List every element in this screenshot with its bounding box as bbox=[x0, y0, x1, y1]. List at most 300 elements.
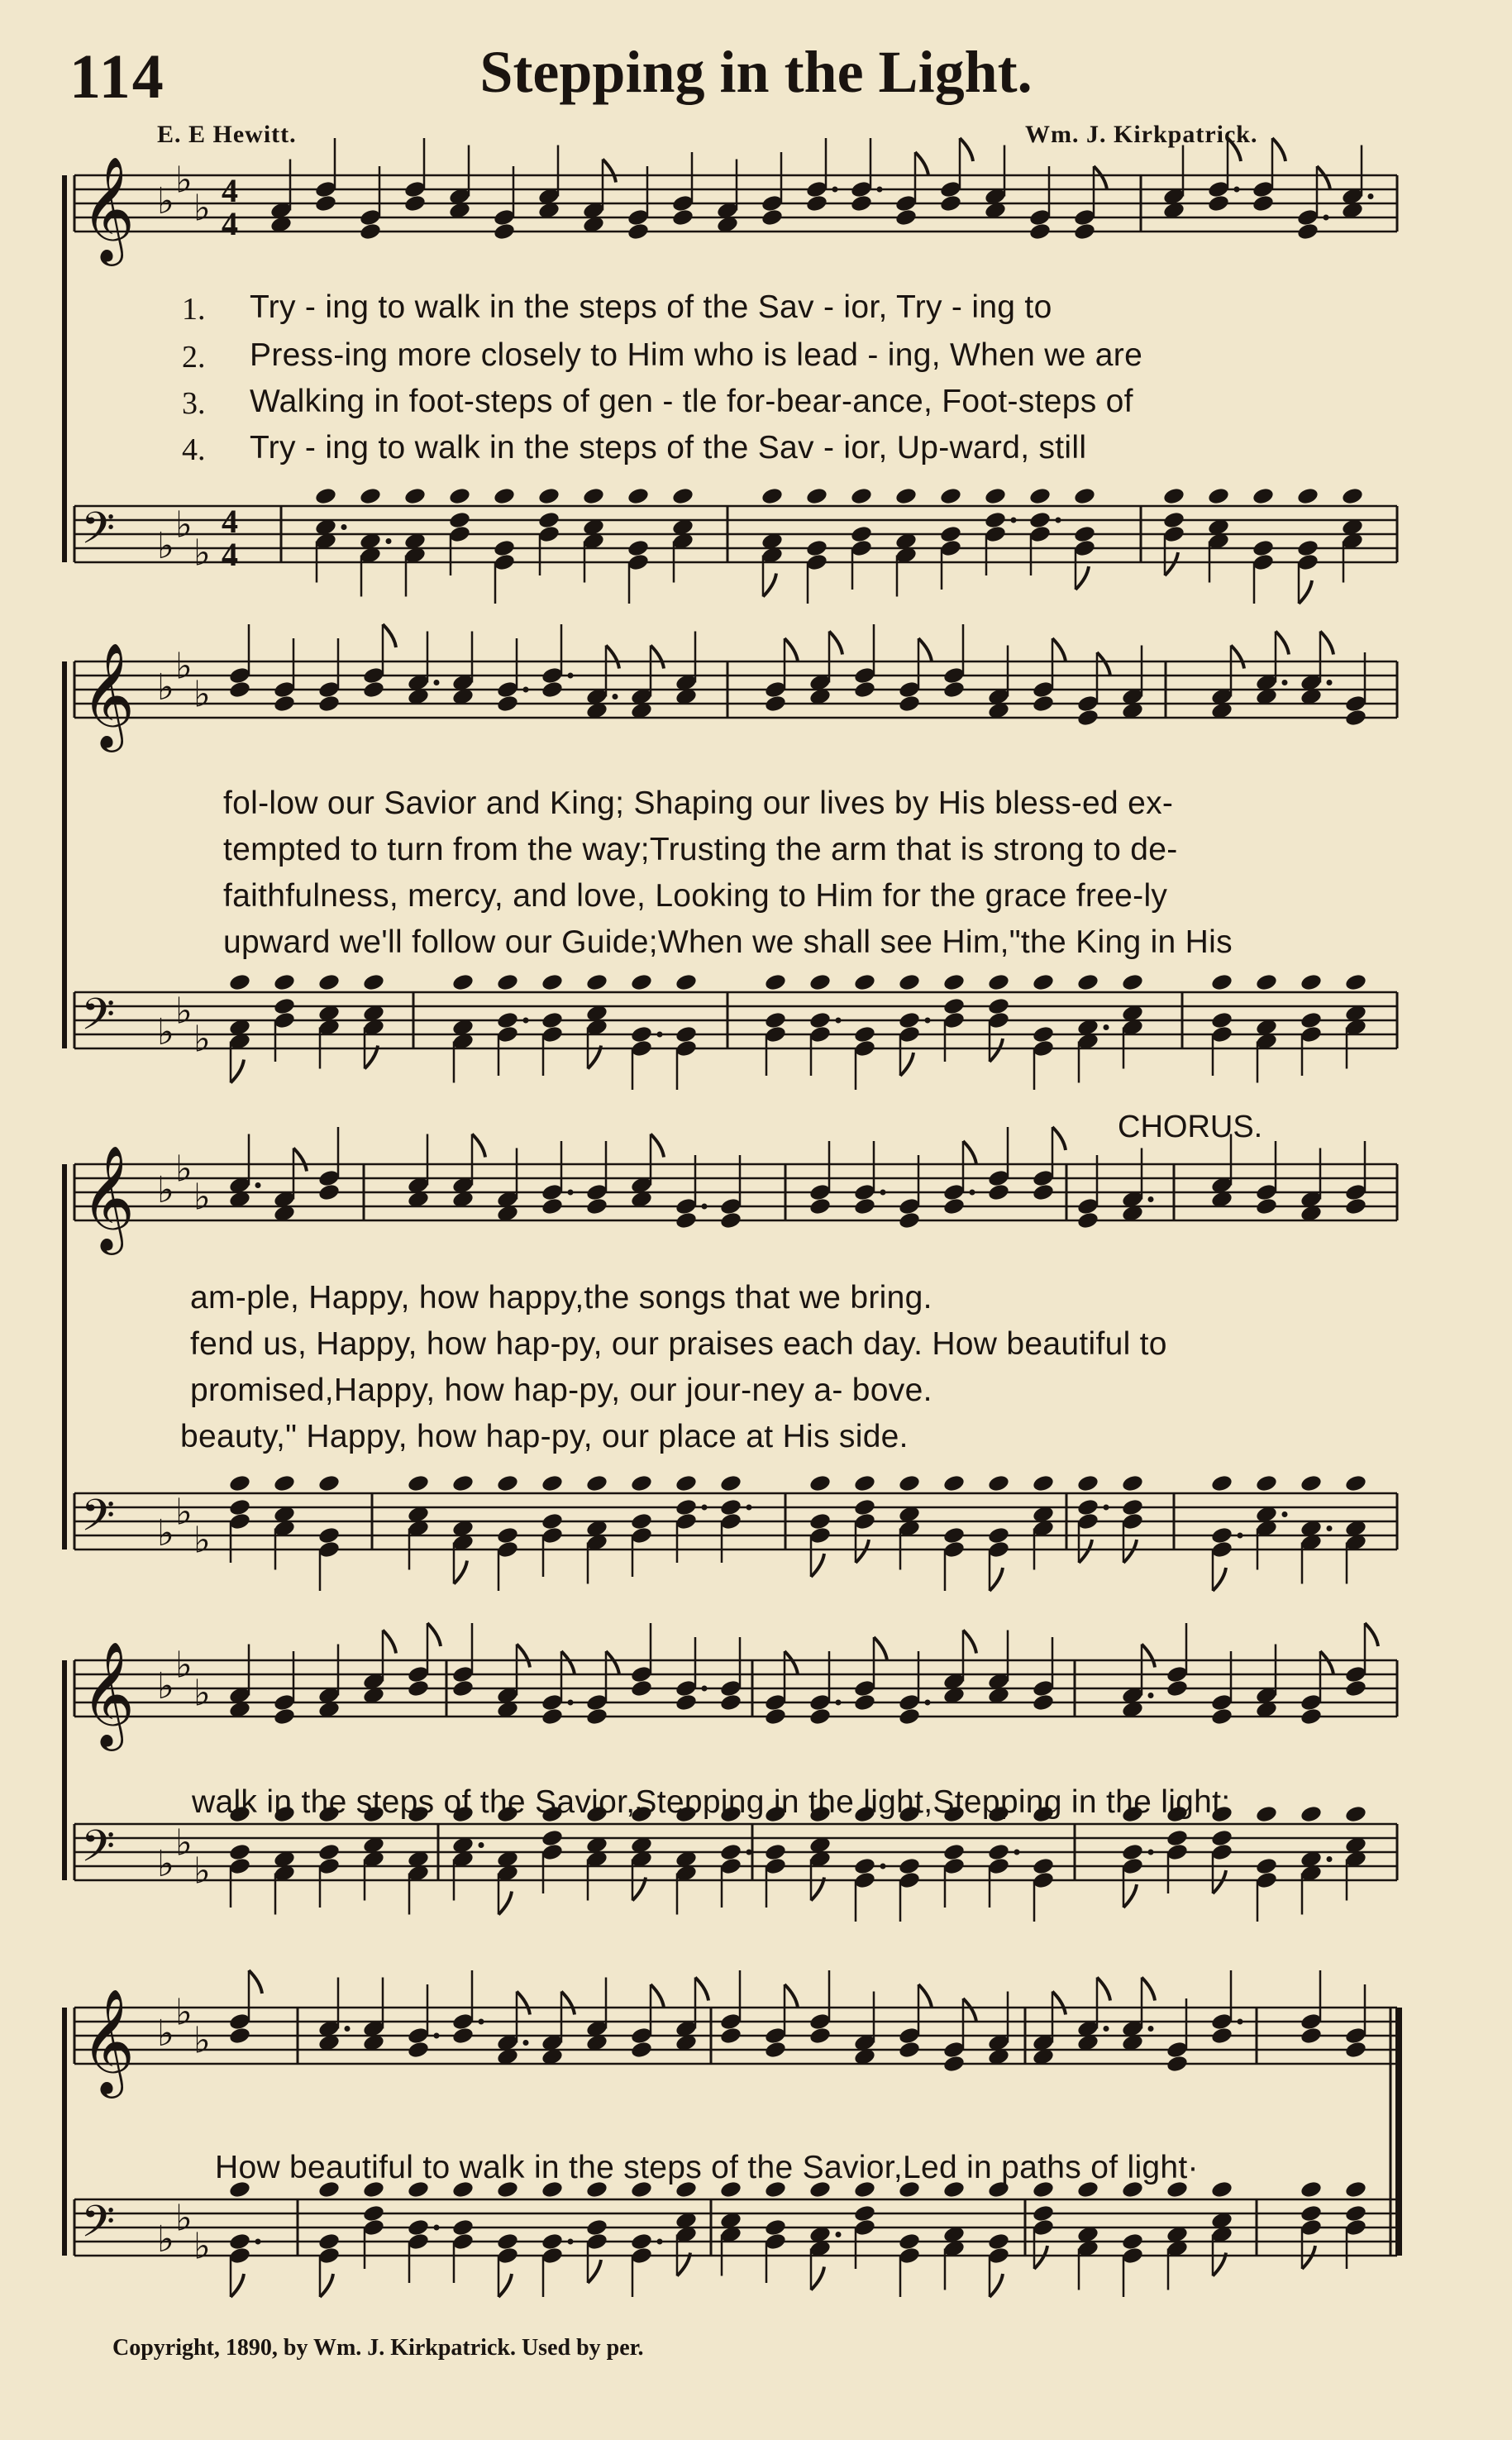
verse-number: 3. bbox=[182, 386, 206, 421]
verse-number: 4. bbox=[182, 432, 206, 467]
flat-sign: ♭ bbox=[193, 1176, 211, 1219]
note-head bbox=[541, 1511, 564, 1530]
note-head bbox=[761, 208, 784, 227]
flat-sign: ♭ bbox=[175, 645, 193, 688]
note-head bbox=[1344, 2180, 1367, 2199]
dot bbox=[832, 187, 838, 193]
note-head bbox=[228, 680, 251, 699]
flat-sign: ♭ bbox=[175, 1148, 193, 1191]
note-flag bbox=[1123, 1884, 1137, 1908]
note-flag bbox=[1299, 580, 1312, 604]
note-head bbox=[898, 1473, 921, 1492]
dot bbox=[1056, 518, 1061, 523]
note-head bbox=[1300, 2180, 1323, 2199]
verse-number: 2. bbox=[182, 340, 206, 375]
note-head bbox=[764, 1842, 787, 1861]
dot bbox=[836, 1700, 842, 1706]
note-head bbox=[808, 1010, 832, 1029]
lyric-line: am-ple, Happy, how happy,the songs that we bring. bbox=[190, 1280, 932, 1315]
note-flag bbox=[517, 1645, 530, 1668]
dot bbox=[657, 1032, 663, 1038]
note-head bbox=[1162, 510, 1185, 529]
note-flag bbox=[1097, 1978, 1110, 2001]
note-flag bbox=[1052, 1992, 1066, 2015]
note-head bbox=[805, 486, 828, 505]
note-head bbox=[984, 486, 1007, 505]
dot bbox=[479, 1842, 484, 1848]
flat-sign: ♭ bbox=[193, 1018, 211, 1061]
note-head bbox=[853, 680, 876, 699]
note-head bbox=[942, 1473, 966, 1492]
note-head bbox=[1121, 2232, 1144, 2251]
dot bbox=[613, 694, 618, 700]
dot bbox=[877, 187, 883, 193]
flat-sign: ♭ bbox=[175, 1644, 193, 1687]
note-head bbox=[493, 222, 516, 241]
note-head bbox=[403, 193, 427, 212]
note-head bbox=[314, 193, 337, 212]
note-head bbox=[1028, 486, 1052, 505]
note-flag bbox=[811, 1554, 824, 1577]
note-head bbox=[942, 1842, 966, 1861]
dot bbox=[386, 538, 392, 544]
note-head bbox=[273, 996, 296, 1015]
note-flag bbox=[1142, 1645, 1155, 1668]
note-head bbox=[541, 680, 564, 699]
note-head bbox=[805, 193, 828, 212]
note-head bbox=[228, 2232, 251, 2251]
note-head bbox=[1210, 1526, 1233, 1545]
dot bbox=[1104, 1505, 1109, 1511]
note-head bbox=[1073, 524, 1096, 543]
note-head bbox=[585, 2218, 608, 2237]
note-head bbox=[1252, 538, 1275, 557]
note-flag bbox=[454, 1561, 467, 1584]
bass-clef: 𝄢 bbox=[81, 990, 116, 1051]
dot bbox=[341, 524, 347, 530]
note-head bbox=[1296, 486, 1319, 505]
note-head bbox=[1166, 1678, 1189, 1697]
note-head bbox=[407, 2040, 430, 2059]
note-head bbox=[317, 1526, 341, 1545]
note-head bbox=[1073, 222, 1096, 241]
note-head bbox=[850, 524, 873, 543]
note-head bbox=[228, 972, 251, 991]
dot bbox=[1282, 1511, 1288, 1517]
dot bbox=[568, 1700, 574, 1706]
note-flag bbox=[651, 1984, 664, 2008]
note-flag bbox=[498, 1892, 512, 1915]
note-head bbox=[1344, 2040, 1367, 2059]
hymn-title: Stepping in the Light. bbox=[479, 39, 1033, 105]
note-head bbox=[1121, 972, 1144, 991]
note-head bbox=[1300, 1010, 1323, 1029]
note-head bbox=[537, 510, 560, 529]
note-head bbox=[894, 486, 918, 505]
note-head bbox=[987, 972, 1010, 991]
note-flag bbox=[603, 160, 616, 183]
note-head bbox=[671, 208, 694, 227]
note-head bbox=[764, 2218, 787, 2237]
flat-sign: ♭ bbox=[193, 2225, 211, 2268]
note-flag bbox=[498, 2274, 512, 2297]
treble-clef: 𝄞 bbox=[81, 1144, 136, 1250]
time-signature: 4 bbox=[222, 172, 238, 209]
note-head bbox=[585, 1707, 608, 1726]
bass-clef: 𝄢 bbox=[81, 1491, 116, 1552]
lyric-line: walk in the steps of the Savior,Stepping in the light,Stepping in the light; bbox=[192, 1784, 1231, 1820]
note-head bbox=[541, 972, 564, 991]
note-head bbox=[675, 1024, 698, 1043]
flat-sign: ♭ bbox=[175, 990, 193, 1033]
note-head bbox=[764, 1707, 787, 1726]
note-flag bbox=[606, 646, 619, 669]
note-head bbox=[1296, 222, 1319, 241]
note-head bbox=[987, 1473, 1010, 1492]
note-flag bbox=[1213, 1870, 1226, 1893]
flat-sign: ♭ bbox=[193, 1672, 211, 1715]
note-flag bbox=[856, 1540, 869, 1563]
dot bbox=[880, 1864, 886, 1869]
dot bbox=[1324, 215, 1329, 221]
note-head bbox=[942, 680, 966, 699]
note-head bbox=[496, 972, 519, 991]
note-head bbox=[1032, 1473, 1055, 1492]
note-head bbox=[496, 1010, 519, 1029]
note-head bbox=[853, 1693, 876, 1712]
note-head bbox=[942, 1196, 966, 1215]
note-head bbox=[541, 1473, 564, 1492]
note-flag bbox=[1052, 638, 1066, 661]
dot bbox=[345, 2026, 351, 2032]
flat-sign: ♭ bbox=[193, 673, 211, 716]
note-head bbox=[1210, 972, 1233, 991]
note-head bbox=[1076, 1497, 1099, 1516]
note-head bbox=[719, 1693, 742, 1712]
note-head bbox=[675, 1473, 698, 1492]
flat-sign: ♭ bbox=[157, 525, 174, 567]
note-flag bbox=[900, 1053, 913, 1076]
note-head bbox=[228, 2026, 251, 2045]
lyric-line: fend us, Happy, how hap-py, our praises each day. How beautiful to bbox=[190, 1326, 1167, 1362]
note-flag bbox=[1320, 632, 1333, 655]
note-head bbox=[1076, 1210, 1099, 1230]
dot bbox=[836, 1018, 842, 1024]
note-head bbox=[1255, 1804, 1278, 1823]
note-head bbox=[407, 1678, 430, 1697]
note-flag bbox=[785, 638, 798, 661]
dot bbox=[925, 1700, 931, 1706]
note-head bbox=[451, 2026, 475, 2045]
note-head bbox=[537, 486, 560, 505]
dot bbox=[1148, 1850, 1154, 1855]
note-flag bbox=[960, 138, 973, 161]
note-head bbox=[630, 2232, 653, 2251]
flat-sign: ♭ bbox=[175, 2197, 193, 2240]
verse-number: 1. bbox=[182, 292, 206, 327]
note-flag bbox=[1034, 2246, 1047, 2269]
dot bbox=[523, 2040, 529, 2046]
note-head bbox=[808, 1707, 832, 1726]
note-flag bbox=[1123, 1540, 1137, 1563]
note-head bbox=[630, 1511, 653, 1530]
note-head bbox=[808, 1473, 832, 1492]
note-head bbox=[719, 1497, 742, 1516]
note-head bbox=[496, 694, 519, 713]
treble-clef: 𝄞 bbox=[81, 1640, 136, 1746]
note-head bbox=[764, 972, 787, 991]
note-head bbox=[1344, 1196, 1367, 1215]
note-head bbox=[1252, 193, 1275, 212]
dot bbox=[434, 2225, 440, 2231]
note-head bbox=[898, 1010, 921, 1029]
note-head bbox=[1344, 2204, 1367, 2223]
flat-sign: ♭ bbox=[157, 1011, 174, 1053]
note-head bbox=[898, 694, 921, 713]
note-head bbox=[228, 1497, 251, 1516]
note-head bbox=[1344, 972, 1367, 991]
note-head bbox=[630, 1024, 653, 1043]
note-flag bbox=[1317, 166, 1330, 189]
note-head bbox=[1255, 1196, 1278, 1215]
note-head bbox=[808, 972, 832, 991]
note-head bbox=[1255, 1856, 1278, 1875]
note-flag bbox=[990, 1039, 1003, 1062]
note-head bbox=[496, 1473, 519, 1492]
note-head bbox=[448, 486, 471, 505]
note-flag bbox=[1320, 1651, 1333, 1674]
note-head bbox=[1032, 1182, 1055, 1201]
note-flag bbox=[990, 2274, 1003, 2297]
note-head bbox=[1032, 972, 1055, 991]
dot bbox=[523, 687, 529, 693]
note-head bbox=[1032, 2204, 1055, 2223]
flat-sign: ♭ bbox=[175, 1491, 193, 1534]
note-head bbox=[1207, 193, 1230, 212]
note-head bbox=[1344, 1473, 1367, 1492]
chorus-label: CHORUS. bbox=[1118, 1110, 1263, 1144]
note-head bbox=[1121, 1473, 1144, 1492]
note-flag bbox=[651, 646, 664, 669]
note-head bbox=[898, 1707, 921, 1726]
flat-sign: ♭ bbox=[175, 504, 193, 547]
note-head bbox=[1210, 2180, 1233, 2199]
note-flag bbox=[1231, 646, 1244, 669]
note-head bbox=[675, 1693, 698, 1712]
lyricist-credit: E. E Hewitt. bbox=[157, 121, 297, 148]
note-head bbox=[448, 510, 471, 529]
note-head bbox=[1344, 1678, 1367, 1697]
note-head bbox=[1344, 1804, 1367, 1823]
lyric-line: tempted to turn from the way;Trusting the arm that is strong to de- bbox=[223, 832, 1178, 867]
composer-credit: Wm. J. Kirkpatrick. bbox=[1025, 121, 1258, 148]
note-head bbox=[362, 972, 385, 991]
note-head bbox=[407, 1473, 430, 1492]
note-head bbox=[719, 1473, 742, 1492]
note-head bbox=[853, 1497, 876, 1516]
note-head bbox=[719, 2026, 742, 2045]
note-flag bbox=[1052, 1127, 1066, 1150]
dot bbox=[1238, 1533, 1243, 1539]
note-head bbox=[942, 996, 966, 1015]
note-head bbox=[314, 486, 337, 505]
note-head bbox=[1300, 1804, 1323, 1823]
note-head bbox=[1300, 1473, 1323, 1492]
note-flag bbox=[829, 632, 842, 655]
flat-sign: ♭ bbox=[193, 1519, 211, 1562]
note-flag bbox=[383, 1631, 396, 1654]
note-flag bbox=[472, 1134, 485, 1158]
flat-sign: ♭ bbox=[193, 2019, 211, 2062]
note-head bbox=[273, 694, 296, 713]
note-head bbox=[359, 486, 382, 505]
note-flag bbox=[963, 1631, 976, 1654]
dot bbox=[746, 1850, 752, 1855]
note-head bbox=[764, 1010, 787, 1029]
note-head bbox=[939, 193, 962, 212]
note-flag bbox=[293, 1148, 307, 1172]
note-head bbox=[1210, 1828, 1233, 1847]
note-flag bbox=[811, 2267, 824, 2290]
lyric-line: fol-low our Savior and King; Shaping our lives by His bless-ed ex- bbox=[223, 785, 1174, 821]
note-head bbox=[898, 972, 921, 991]
copyright-notice: Copyright, 1890, by Wm. J. Kirkpatrick. Used by per. bbox=[112, 2335, 644, 2361]
note-flag bbox=[963, 1141, 976, 1164]
dot bbox=[1104, 2026, 1109, 2032]
note-head bbox=[719, 1210, 742, 1230]
dot bbox=[702, 1686, 708, 1692]
note-head bbox=[541, 1196, 564, 1215]
lyric-line: upward we'll follow our Guide;When we shall see Him,"the King in His bbox=[223, 924, 1233, 960]
dot bbox=[1238, 2019, 1243, 2025]
note-head bbox=[987, 2232, 1010, 2251]
dot bbox=[1148, 2026, 1154, 2032]
flat-sign: ♭ bbox=[157, 1512, 174, 1554]
note-head bbox=[317, 1842, 341, 1861]
lyric-line: How beautiful to walk in the steps of the Savior,Led in paths of light· bbox=[215, 2150, 1199, 2185]
note-head bbox=[898, 2232, 921, 2251]
bass-clef: 𝄢 bbox=[81, 1822, 116, 1883]
flat-sign: ♭ bbox=[175, 1991, 193, 2034]
note-head bbox=[317, 694, 341, 713]
note-head bbox=[1300, 972, 1323, 991]
note-head bbox=[1121, 1842, 1144, 1861]
note-head bbox=[1076, 708, 1099, 727]
note-head bbox=[1252, 486, 1275, 505]
note-head bbox=[451, 1678, 475, 1697]
dot bbox=[880, 1190, 886, 1196]
note-flag bbox=[1272, 138, 1285, 161]
note-flag bbox=[231, 2274, 244, 2297]
dot bbox=[925, 1018, 931, 1024]
note-head bbox=[1076, 1473, 1099, 1492]
note-head bbox=[317, 2232, 341, 2251]
note-head bbox=[1210, 1473, 1233, 1492]
note-head bbox=[850, 193, 873, 212]
note-head bbox=[451, 2218, 475, 2237]
note-head bbox=[853, 2204, 876, 2223]
note-head bbox=[317, 1182, 341, 1201]
note-head bbox=[317, 972, 341, 991]
note-head bbox=[1032, 1856, 1055, 1875]
note-flag bbox=[1094, 166, 1107, 189]
note-head bbox=[1296, 538, 1319, 557]
time-signature: 4 bbox=[222, 536, 238, 573]
note-head bbox=[627, 486, 650, 505]
note-flag bbox=[249, 1970, 262, 1994]
note-flag bbox=[785, 1984, 798, 2008]
note-head bbox=[317, 1473, 341, 1492]
note-head bbox=[853, 1473, 876, 1492]
flat-sign: ♭ bbox=[157, 2218, 174, 2261]
note-head bbox=[987, 1526, 1010, 1545]
note-head bbox=[1076, 972, 1099, 991]
dot bbox=[746, 1505, 752, 1511]
note-flag bbox=[606, 1651, 619, 1674]
note-head bbox=[987, 1182, 1010, 1201]
dot bbox=[255, 2239, 261, 2245]
lyric-line: Walking in foot-steps of gen - tle for-bear-ance, Foot-steps of bbox=[250, 384, 1133, 419]
note-head bbox=[671, 486, 694, 505]
lyric-line: Try - ing to walk in the steps of the Sav - ior, Try - ing to bbox=[250, 289, 1052, 325]
note-head bbox=[1300, 2026, 1323, 2045]
note-head bbox=[1032, 694, 1055, 713]
flat-sign: ♭ bbox=[157, 666, 174, 709]
flat-sign: ♭ bbox=[175, 1822, 193, 1865]
note-head bbox=[808, 1511, 832, 1530]
note-flag bbox=[918, 1984, 932, 2008]
dot bbox=[1282, 680, 1288, 685]
note-flag bbox=[588, 2260, 601, 2283]
note-head bbox=[496, 1526, 519, 1545]
note-head bbox=[1162, 486, 1185, 505]
note-flag bbox=[785, 1651, 798, 1674]
treble-clef: 𝄞 bbox=[81, 155, 136, 261]
note-flag bbox=[915, 152, 928, 175]
dot bbox=[657, 2239, 663, 2245]
lyric-line: Try - ing to walk in the steps of the Sav - ior, Up-ward, still bbox=[250, 430, 1087, 466]
dot bbox=[702, 1505, 708, 1511]
treble-clef: 𝄞 bbox=[81, 1988, 136, 2094]
note-flag bbox=[427, 1623, 441, 1646]
note-head bbox=[1121, 1497, 1144, 1516]
dot bbox=[523, 1018, 529, 1024]
note-head bbox=[585, 972, 608, 991]
note-head bbox=[1341, 486, 1364, 505]
dot bbox=[970, 1190, 975, 1196]
note-head bbox=[541, 2232, 564, 2251]
bass-clef: 𝄢 bbox=[81, 2197, 116, 2258]
note-head bbox=[764, 2040, 787, 2059]
note-head bbox=[942, 2054, 966, 2073]
note-head bbox=[273, 1473, 296, 1492]
note-flag bbox=[763, 574, 776, 597]
note-head bbox=[1344, 708, 1367, 727]
dot bbox=[568, 673, 574, 679]
note-head bbox=[1028, 510, 1052, 529]
note-head bbox=[1255, 1473, 1278, 1492]
note-head bbox=[1210, 1707, 1233, 1726]
dot bbox=[434, 2033, 440, 2039]
note-head bbox=[853, 1024, 876, 1043]
dot bbox=[1148, 1196, 1154, 1202]
dot bbox=[836, 2232, 842, 2237]
note-flag bbox=[231, 1060, 244, 1083]
note-head bbox=[1032, 1693, 1055, 1712]
page-number: 114 bbox=[69, 42, 165, 112]
note-flag bbox=[1276, 632, 1289, 655]
note-flag bbox=[990, 1568, 1003, 1591]
